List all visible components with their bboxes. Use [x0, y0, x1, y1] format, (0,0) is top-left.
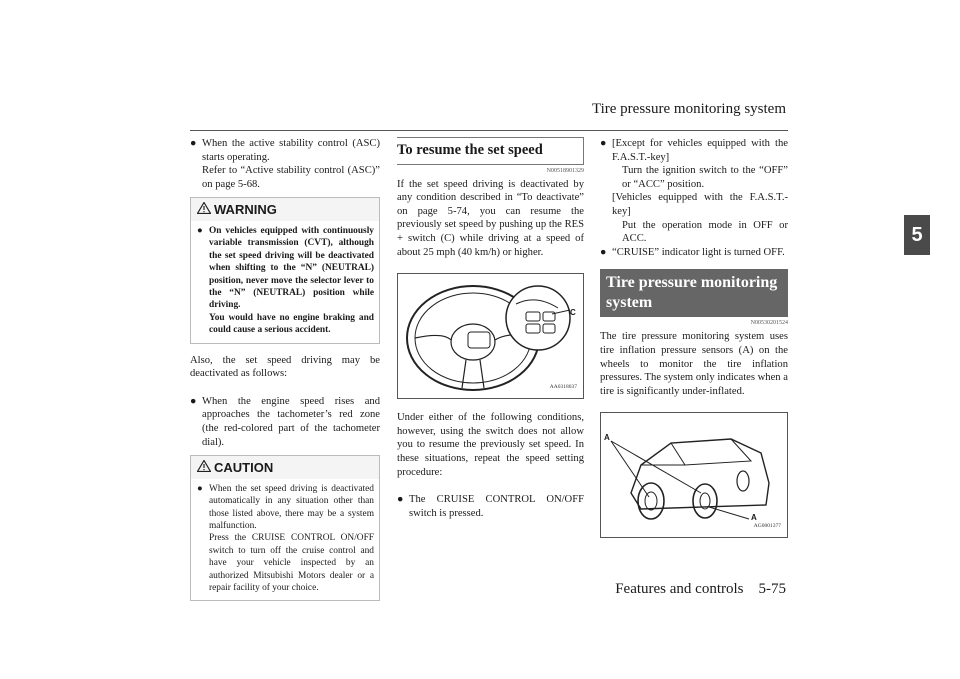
warning-header [191, 198, 379, 221]
bullet-text: Turn the ignition switch to the “OFF” or “ACC” position. [622, 165, 788, 190]
bullet-ref: Refer to “Active stability control (ASC)” on page 5-68. [202, 165, 380, 190]
figure-code: AG0001377 [753, 522, 781, 529]
bullet-text: The CRUISE CONTROL ON/OFF switch is pressed. [409, 494, 584, 519]
bullet-cruise-indicator [600, 246, 788, 260]
section-code: N00530201524 [750, 320, 788, 327]
figure-label-a-bottom: A [751, 513, 757, 523]
steering-wheel-figure [397, 273, 584, 399]
bullet-text: “CRUISE” indicator light is turned OFF. [612, 246, 785, 258]
bullet-dot-icon: ● [197, 483, 203, 494]
heading-tpms: Tire pressure monitoring system [600, 269, 788, 317]
bullet-dot-icon: ● [197, 225, 203, 236]
caution-text-2: Press the CRUISE CONTROL ON/OFF switch to turn off the cruise control and have your vehicle inspected by an authorized Mitsubishi Motors dealer or a repair facility of your choice. [209, 533, 374, 594]
column-2 [397, 137, 584, 520]
bullet-cruise-switch [397, 493, 584, 520]
vehicle-figure [600, 412, 788, 538]
warning-box [190, 197, 380, 343]
bullet-text: Put the operation mode in OFF or ACC. [622, 219, 788, 245]
caution-title: CAUTION [214, 459, 274, 475]
running-title: Tire pressure monitoring system [591, 101, 786, 117]
bullet-text: When the active stability control (ASC) starts operating. [202, 138, 380, 163]
header-rule [190, 130, 788, 131]
caution-box [190, 455, 380, 601]
figure-label-a-top: A [604, 433, 610, 443]
warning-triangle-icon [197, 202, 211, 217]
chapter-tab: 5 [904, 215, 930, 255]
bullet-dot-icon: ● [600, 246, 607, 258]
bullet-dot-icon: ● [190, 138, 197, 149]
steering-wheel-icon [398, 274, 583, 398]
caution-body [191, 479, 379, 601]
bullet-asc [190, 137, 380, 191]
paragraph-tpms: The tire pressure monitoring system uses tire inflation pressure sensors (A) on the wheels to monitor the tire inflation pressures. The system only indicates when a tire is significantly under-inflated. [600, 331, 788, 397]
bullet-engine-speed [190, 395, 380, 449]
bullet-dot-icon: ● [397, 494, 404, 506]
bullet-text: [Vehicles equipped with the F.A.S.T.-key] [612, 192, 788, 217]
paragraph-deactivated: Also, the set speed driving may be deactivated as follows: [190, 354, 380, 380]
column-1 [190, 137, 380, 611]
caution-header [191, 456, 379, 479]
column-3 [600, 137, 788, 538]
warning-title: WARNING [214, 201, 277, 217]
paragraph-resume: If the set speed driving is deactivated by any condition described in “To deactivate” on page 5-74, you can resume the previously set speed by pushing up the RES + switch (C) while driving at a speed of about 25 mph (40 km/h) or higher. [397, 178, 584, 258]
bullet-text: [Except for vehicles equipped with the F.A.S.T.-key] [612, 138, 788, 163]
paragraph-conditions: Under either of the following conditions, however, using the switch does not allow you to resume the previously set speed. In these situations, repeat the speed setting procedure: [397, 412, 584, 478]
caution-triangle-icon [197, 460, 211, 475]
caution-text: When the set speed driving is deactivated automatically in any situation other than those listed above, there may be a system malfunction. [209, 483, 374, 531]
figure-code: AA0318037 [549, 383, 577, 390]
page-footer: Features and controls 5-75 [615, 581, 786, 597]
warning-text: On vehicles equipped with continuously variable transmission (CVT), although the set speed driving will be deactivated when shifting to the “N” (NEUTRAL) position, never move the selector lever to the “N” (NEUTRAL) position while driving. [209, 225, 374, 311]
warning-text-2: You would have no engine braking and could cause a serious accident. [209, 312, 374, 336]
warning-body [191, 221, 379, 343]
bullet-ignition [600, 137, 788, 246]
figure-label-c: C [570, 308, 576, 318]
bullet-dot-icon: ● [190, 395, 197, 407]
bullet-dot-icon: ● [600, 138, 607, 149]
section-code: N00518901329 [546, 167, 584, 174]
heading-resume-speed: To resume the set speed [397, 137, 584, 165]
bullet-text: When the engine speed rises and approaches the tachometer’s red zone (the red-colored part of the tachometer dial). [202, 395, 380, 448]
vehicle-sensors-icon [601, 413, 787, 537]
